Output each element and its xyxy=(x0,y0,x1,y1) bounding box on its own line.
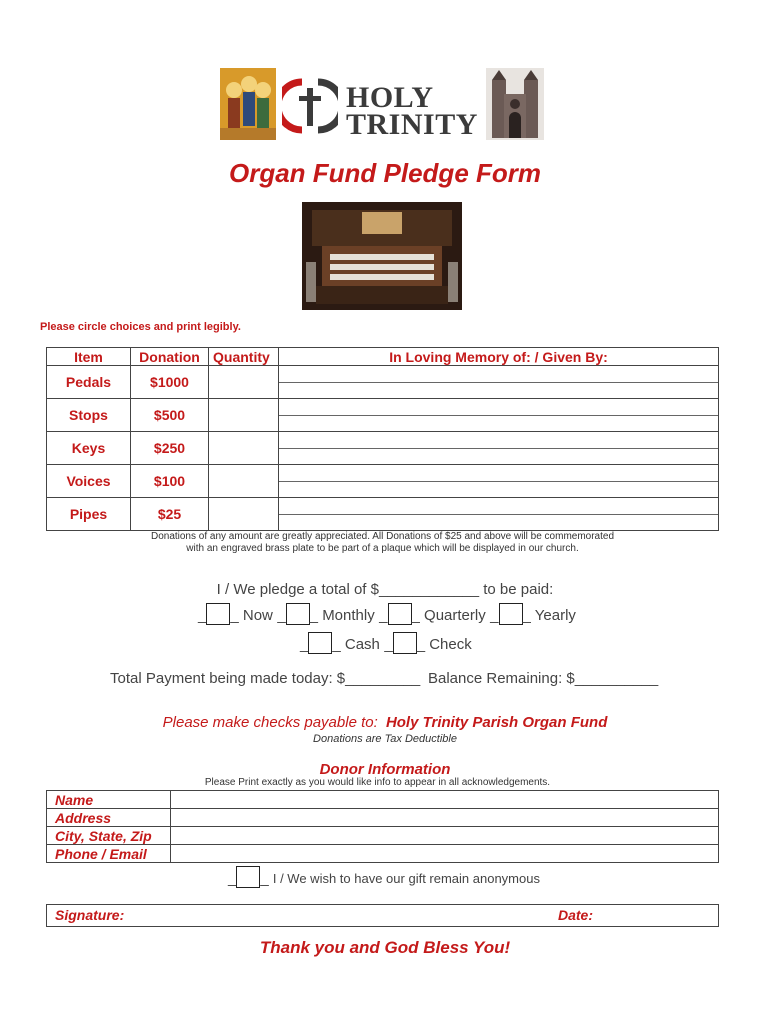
table-row xyxy=(47,366,719,399)
column-header-quantity: Quantity xyxy=(209,348,279,366)
pledge-table xyxy=(46,347,719,531)
table-row xyxy=(47,399,719,432)
item-cell: Pedals xyxy=(47,366,131,399)
quantity-field[interactable] xyxy=(209,432,279,465)
table-row xyxy=(47,791,719,809)
page-title: Organ Fund Pledge Form xyxy=(228,158,541,188)
table-row xyxy=(47,465,719,498)
item-cell: Stops xyxy=(47,399,131,432)
donation-cell: $500 xyxy=(131,399,209,432)
method-options: _ _ Cash _ _ Check xyxy=(300,632,600,658)
monthly-checkbox[interactable] xyxy=(286,603,310,625)
anonymous-option: _ _ I / We wish to have our gift remain anonymous xyxy=(228,866,540,888)
table-row xyxy=(47,432,719,465)
quarterly-label: Quarterly xyxy=(424,607,486,624)
anonymous-label: I / We wish to have our gift remain anonymous xyxy=(272,871,540,886)
field-label-address: Address xyxy=(47,809,171,827)
donation-note-line1: Donations of any amount are greatly appreciated. All Donations of $25 and above will be commemorated xyxy=(150,531,615,542)
memory-field[interactable] xyxy=(279,465,719,498)
donor-table xyxy=(46,790,719,863)
column-header-item: Item xyxy=(47,348,131,366)
trinity-icon-image xyxy=(220,68,276,140)
cross-in-circle-icon xyxy=(282,76,338,136)
quantity-field[interactable] xyxy=(209,498,279,531)
item-cell: Keys xyxy=(47,432,131,465)
table-row xyxy=(47,809,719,827)
total-payment-label: Total Payment being made today: $_________ xyxy=(110,670,421,687)
address-field[interactable] xyxy=(171,809,719,827)
donor-info-note: Please Print exactly as you would like info to appear in all acknowledgements. xyxy=(204,777,551,788)
quantity-field[interactable] xyxy=(209,465,279,498)
date-label: Date: xyxy=(558,907,594,923)
item-cell: Voices xyxy=(47,465,131,498)
cash-label: Cash xyxy=(344,636,380,653)
field-label-phone-email: Phone / Email xyxy=(47,845,171,863)
yearly-checkbox[interactable] xyxy=(499,603,523,625)
instructions-text: Please circle choices and print legibly. xyxy=(40,321,241,333)
item-cell: Pipes xyxy=(47,498,131,531)
tax-deductible-note: Donations are Tax Deductible xyxy=(313,733,457,745)
quarterly-checkbox[interactable] xyxy=(388,603,412,625)
table-row xyxy=(47,845,719,863)
church-building-image xyxy=(486,68,544,140)
donation-cell: $1000 xyxy=(131,366,209,399)
anonymous-checkbox[interactable] xyxy=(236,866,260,888)
table-header-row xyxy=(47,348,719,366)
checks-payable-line xyxy=(0,714,770,731)
name-field[interactable] xyxy=(171,791,719,809)
field-label-name: Name xyxy=(47,791,171,809)
org-name-line1: HOLY xyxy=(346,81,434,114)
now-checkbox[interactable] xyxy=(206,603,230,625)
checks-payable-label: Please make checks payable to: xyxy=(162,714,378,731)
quantity-field[interactable] xyxy=(209,399,279,432)
now-label: Now xyxy=(242,607,273,624)
org-name-line2: TRINITY xyxy=(346,108,478,141)
memory-field[interactable] xyxy=(279,432,719,465)
cash-checkbox[interactable] xyxy=(308,632,332,654)
table-row xyxy=(47,827,719,845)
memory-field[interactable] xyxy=(279,399,719,432)
donor-info-heading: Donor Information xyxy=(319,761,451,778)
phone-email-field[interactable] xyxy=(171,845,719,863)
signature-label: Signature: xyxy=(55,907,125,923)
donation-cell: $250 xyxy=(131,432,209,465)
field-label-city-state-zip: City, State, Zip xyxy=(47,827,171,845)
yearly-label: Yearly xyxy=(534,607,576,624)
column-header-donation: Donation xyxy=(131,348,209,366)
balance-remaining-label: Balance Remaining: $__________ xyxy=(428,670,659,687)
column-header-memory: In Loving Memory of: / Given By: xyxy=(279,348,719,366)
signature-box[interactable] xyxy=(46,904,719,927)
frequency-options: _ _ Now _ _ Monthly _ _ Quarterly _ _ Yearly xyxy=(198,603,598,629)
donation-cell: $100 xyxy=(131,465,209,498)
checks-payable-name: Holy Trinity Parish Organ Fund xyxy=(385,714,608,731)
donation-note-line2: with an engraved brass plate to be part of a plaque which will be displayed in our church. xyxy=(186,543,579,554)
organ-photo xyxy=(302,202,462,310)
monthly-label: Monthly xyxy=(322,607,375,624)
donation-cell: $25 xyxy=(131,498,209,531)
memory-field[interactable] xyxy=(279,366,719,399)
memory-field[interactable] xyxy=(279,498,719,531)
quantity-field[interactable] xyxy=(209,366,279,399)
pledge-total-line: I / We pledge a total of $____________ to be paid: xyxy=(216,581,554,598)
check-checkbox[interactable] xyxy=(393,632,417,654)
check-label: Check xyxy=(429,636,472,653)
city-state-zip-field[interactable] xyxy=(171,827,719,845)
table-row xyxy=(47,498,719,531)
closing-message: Thank you and God Bless You! xyxy=(259,938,511,957)
